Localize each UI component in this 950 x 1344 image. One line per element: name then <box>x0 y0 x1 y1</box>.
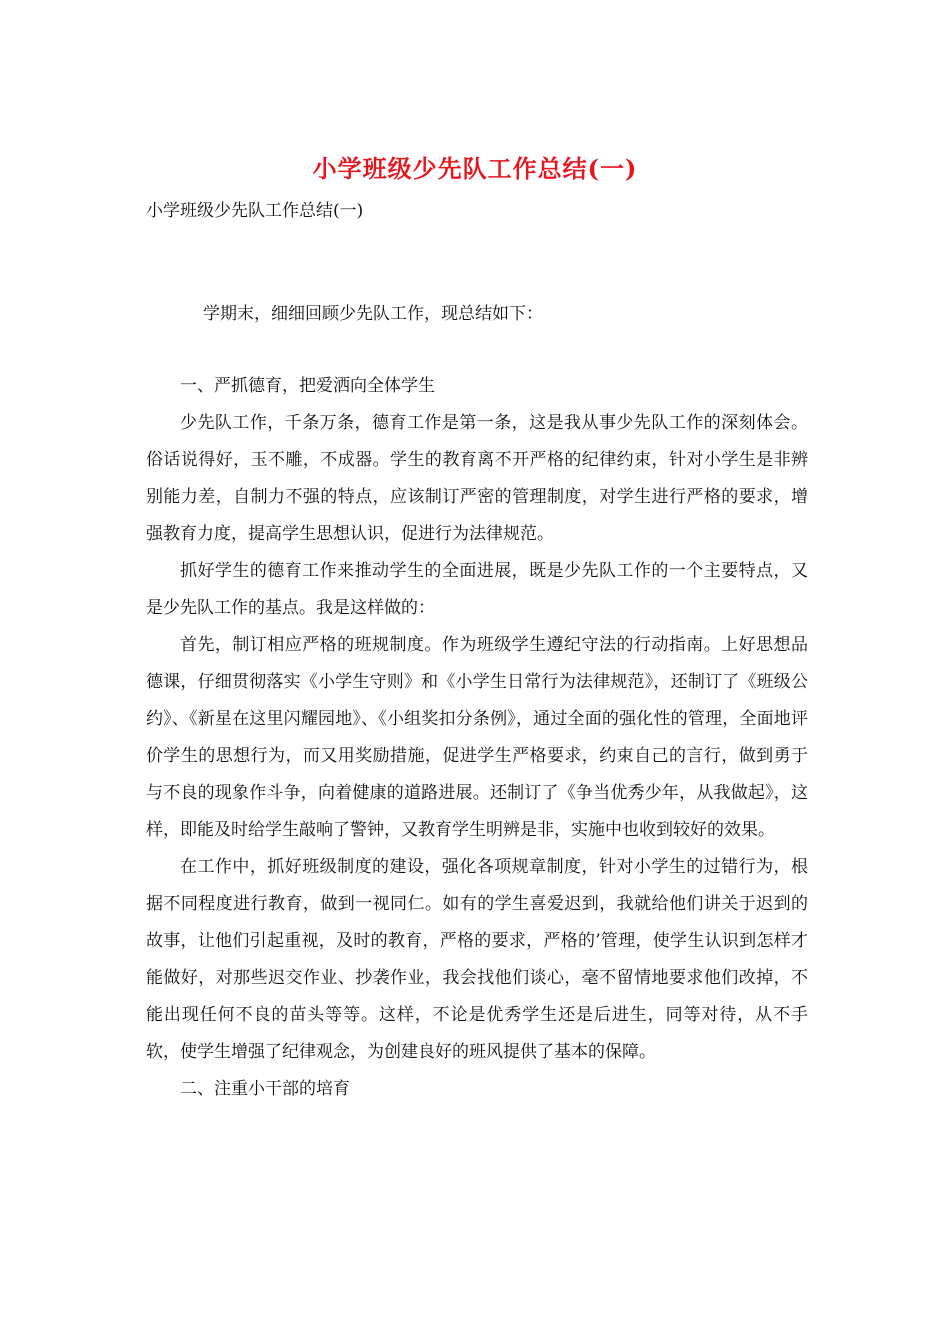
document-title: 小学班级少先队工作总结(一) <box>312 154 638 183</box>
body-paragraph-3: 首先，制订相应严格的班规制度。作为班级学生遵纪守法的行动指南。上好思想品德课，仔细贯彻落实《小学生守则》和《小学生日常行为法律规范》，还制订了《班级公约》、《新星在这里闪耀园地》、《小组奖扣分条例》，通过全面的强化性的管理，全面地评价学生的思想行为，而又用奖励措施，促进学生严格要求，约束自己的言行，做到勇于与不良的现象作斗争，向着健康的道路进展。还制订了《争当优秀少年，从我做起》，这样，即能及时给学生敲响了警钟，又教育学生明辨是非，实施中也收到较好的效果。 <box>146 635 808 840</box>
body-paragraph-2: 抓好学生的德育工作来推动学生的全面进展，既是少先队工作的一个主要特点，又是少先队工作的基点。我是这样做的： <box>146 561 808 618</box>
body-paragraph-1: 少先队工作，千条万条，德育工作是第一条，这是我从事少先队工作的深刻体会。俗话说得好，玉不雕，不成器。学生的教育离不开严格的纪律约束，针对小学生是非辨别能力差，自制力不强的特点，应该制订严密的管理制度，对学生进行严格的要求，增强教育力度，提高学生思想认识，促进行为法律规范。 <box>146 413 808 544</box>
body-paragraph-4: 在工作中，抓好班级制度的建设，强化各项规章制度，针对小学生的过错行为，根据不同程度进行教育，做到一视同仁。如有的学生喜爱迟到，我就给他们讲关于迟到的故事，让他们引起重视，及时的教育，严格的要求，严格的’管理，使学生认识到怎样才能做好，对那些迟交作业、抄袭作业，我会找他们谈心，毫不留情地要求他们改掉，不能出现任何不良的苗头等等。这样，不论是优秀学生还是后进生，同等对待，从不手软，使学生增强了纪律观念，为创建良好的班风提供了基本的保障。 <box>146 857 808 1062</box>
document-body <box>146 368 808 1108</box>
section-1-heading: 一、严抓德育，把爱洒向全体学生 <box>180 376 435 396</box>
document-subtitle: 小学班级少先队工作总结(一) <box>146 201 364 221</box>
intro-paragraph: 学期末，细细回顾少先队工作，现总结如下： <box>203 304 543 324</box>
section-2-heading: 二、注重小干部的培育 <box>180 1079 350 1099</box>
